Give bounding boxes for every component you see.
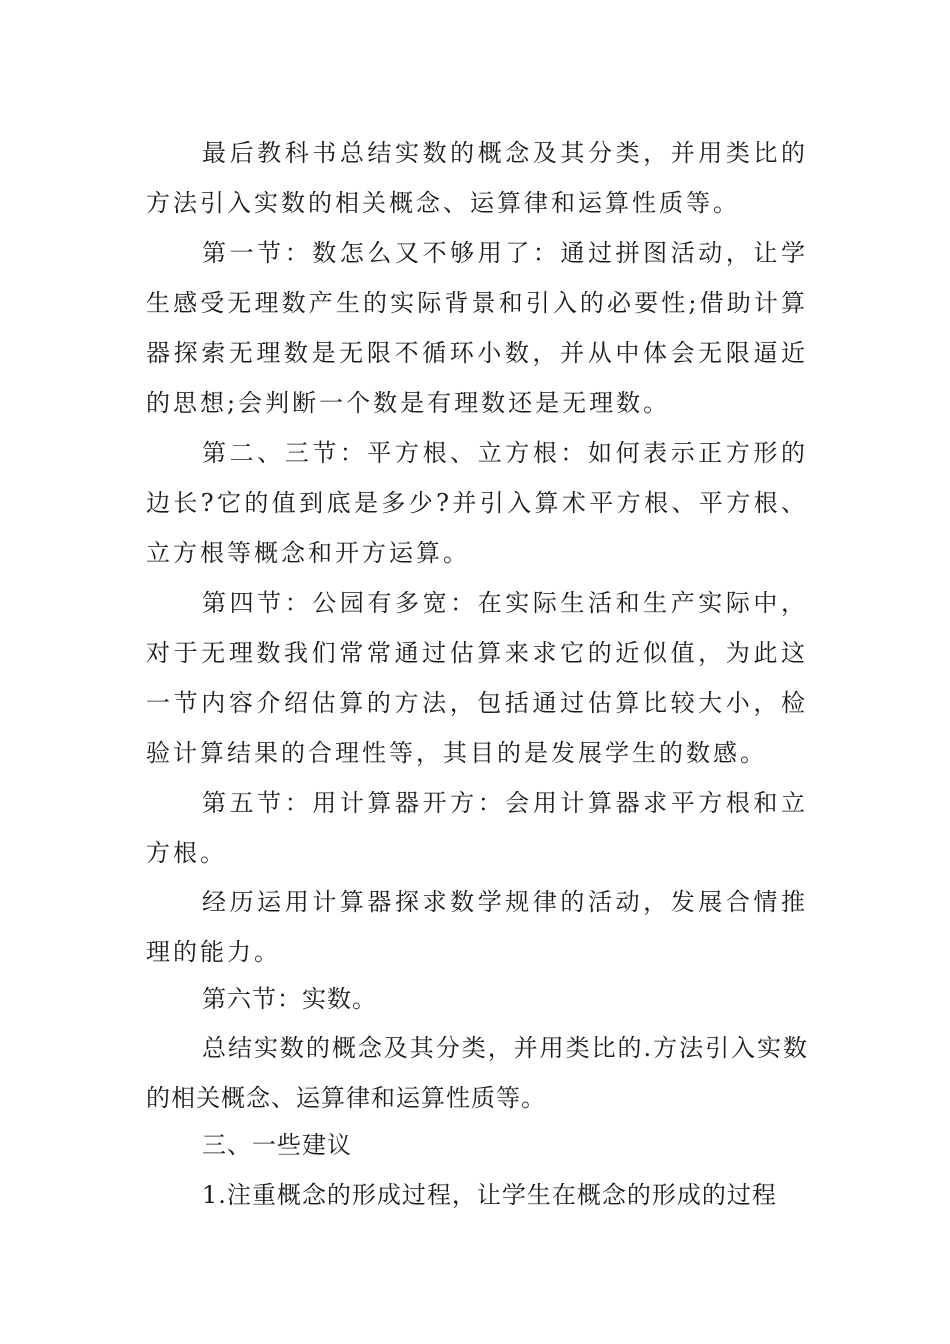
paragraph-section-1: 第一节：数怎么又不够用了：通过拼图活动，让学生感受无理数产生的实际背景和引入的必要性;借助计算器探索无理数是无限不循环小数，并从中体会无限逼近的思想;会判断一个数是有理数还是无理数。 [146,239,808,417]
paragraph-section-6: 第六节：实数。 [202,985,377,1013]
paragraph-section-5: 第五节：用计算器开方：会用计算器求平方根和立方根。 [146,789,808,867]
paragraph-summary: 最后教科书总结实数的概念及其分类，并用类比的方法引入实数的相关概念、运算律和运算性质等。 [146,139,808,217]
section-heading-suggestions: 三、一些建议 [202,1131,352,1159]
paragraph-section-4: 第四节：公园有多宽：在实际生活和生产实际中，对于无理数我们常常通过估算来求它的近似值，为此这一节内容介绍估算的方法，包括通过估算比较大小，检验计算结果的合理性等，其目的是发展学生的数感。 [146,589,808,767]
paragraph-calculator-activity: 经历运用计算器探求数学规律的活动，发展合情推理的能力。 [146,888,808,966]
paragraph-real-number-summary: 总结实数的概念及其分类，并用类比的.方法引入实数的相关概念、运算律和运算性质等。 [146,1034,808,1112]
paragraph-section-2-3: 第二、三节：平方根、立方根：如何表示正方形的边长?它的值到底是多少?并引入算术平方根、平方根、立方根等概念和开方运算。 [146,439,808,567]
paragraph-suggestion-1: 1.注重概念的形成过程，让学生在概念的形成的过程 [202,1181,777,1209]
